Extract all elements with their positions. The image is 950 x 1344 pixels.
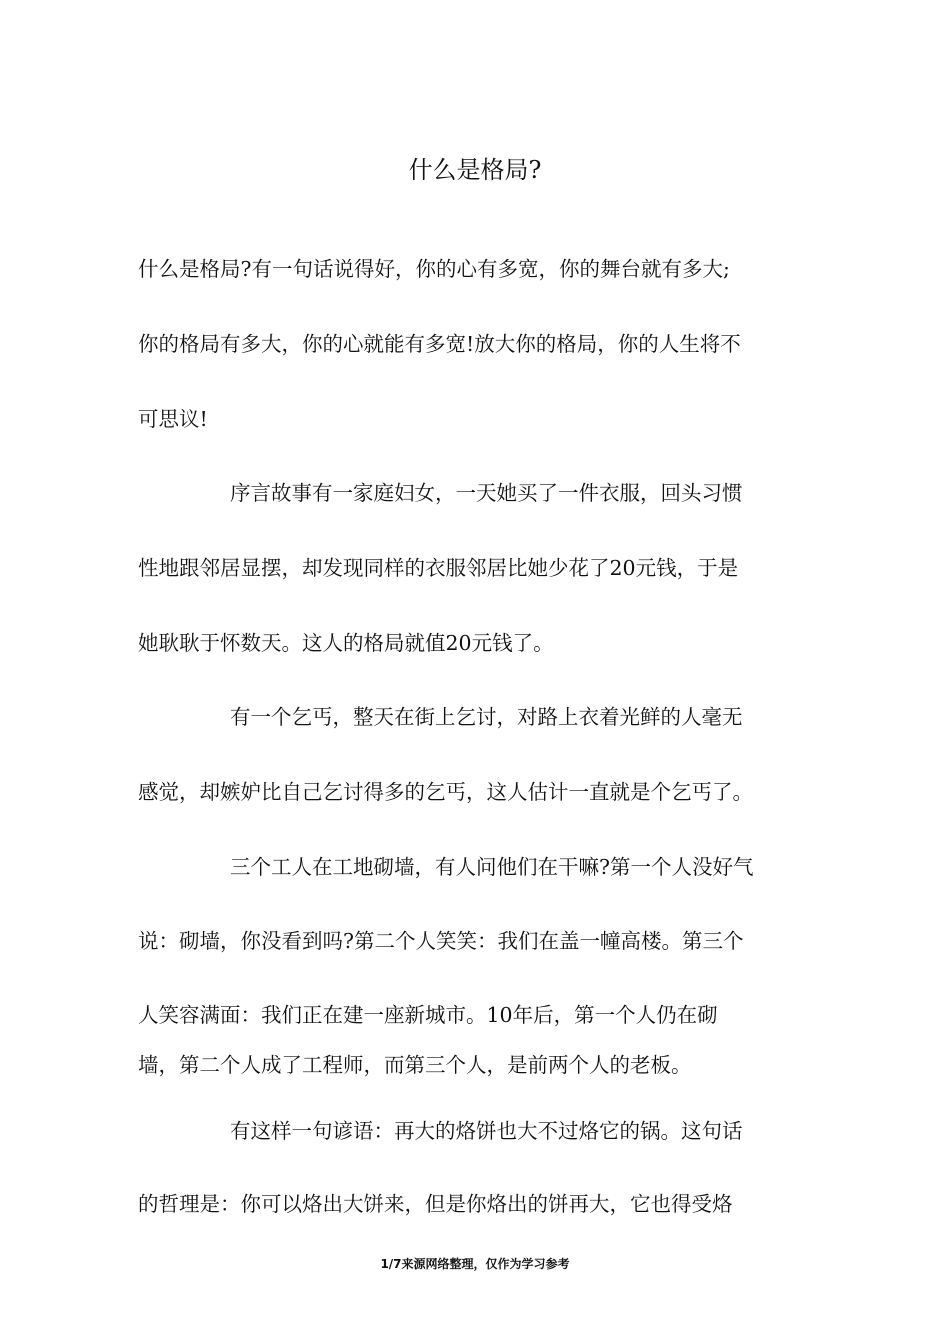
paragraph-line: 性地跟邻居显摆，却发现同样的衣服邻居比她少花了20元钱，于是 (138, 556, 739, 580)
paragraph-line: 有一个乞丐，整天在街上乞讨，对路上衣着光鲜的人毫无 (230, 705, 743, 729)
document-title: 什么是格局? (408, 156, 542, 184)
paragraph-line: 有这样一句谚语：再大的烙饼也大不过烙它的锅。这句话 (230, 1119, 743, 1143)
paragraph-line: 三个工人在工地砌墙，有人问他们在干嘛?第一个人没好气 (230, 855, 754, 879)
paragraph-line: 她耿耿于怀数天。这人的格局就值20元钱了。 (138, 631, 554, 655)
paragraph-line: 人笑容满面：我们正在建一座新城市。10年后，第一个人仍在砌 (138, 1003, 718, 1027)
paragraph-line: 的哲理是：你可以烙出大饼来，但是你烙出的饼再大，它也得受烙 (138, 1192, 733, 1216)
page-footer: 1/7来源网络整理，仅作为学习参考 (380, 1257, 570, 1271)
paragraph-line: 你的格局有多大，你的心就能有多宽!放大你的格局，你的人生将不 (138, 332, 741, 356)
paragraph-line: 可思议! (138, 407, 208, 431)
paragraph-line: 序言故事有一家庭妇女，一天她买了一件衣服，回头习惯 (230, 481, 743, 505)
paragraph-line: 什么是格局?有一句话说得好，你的心有多宽，你的舞台就有多大; (138, 257, 730, 281)
paragraph-line: 墙，第二个人成了工程师，而第三个人，是前两个人的老板。 (138, 1053, 692, 1077)
paragraph-line: 感觉，却嫉妒比自己乞讨得多的乞丐，这人估计一直就是个乞丐了。 (138, 780, 753, 804)
paragraph-line: 说：砌墙，你没看到吗?第二个人笑笑：我们在盖一幢高楼。第三个 (138, 929, 744, 953)
